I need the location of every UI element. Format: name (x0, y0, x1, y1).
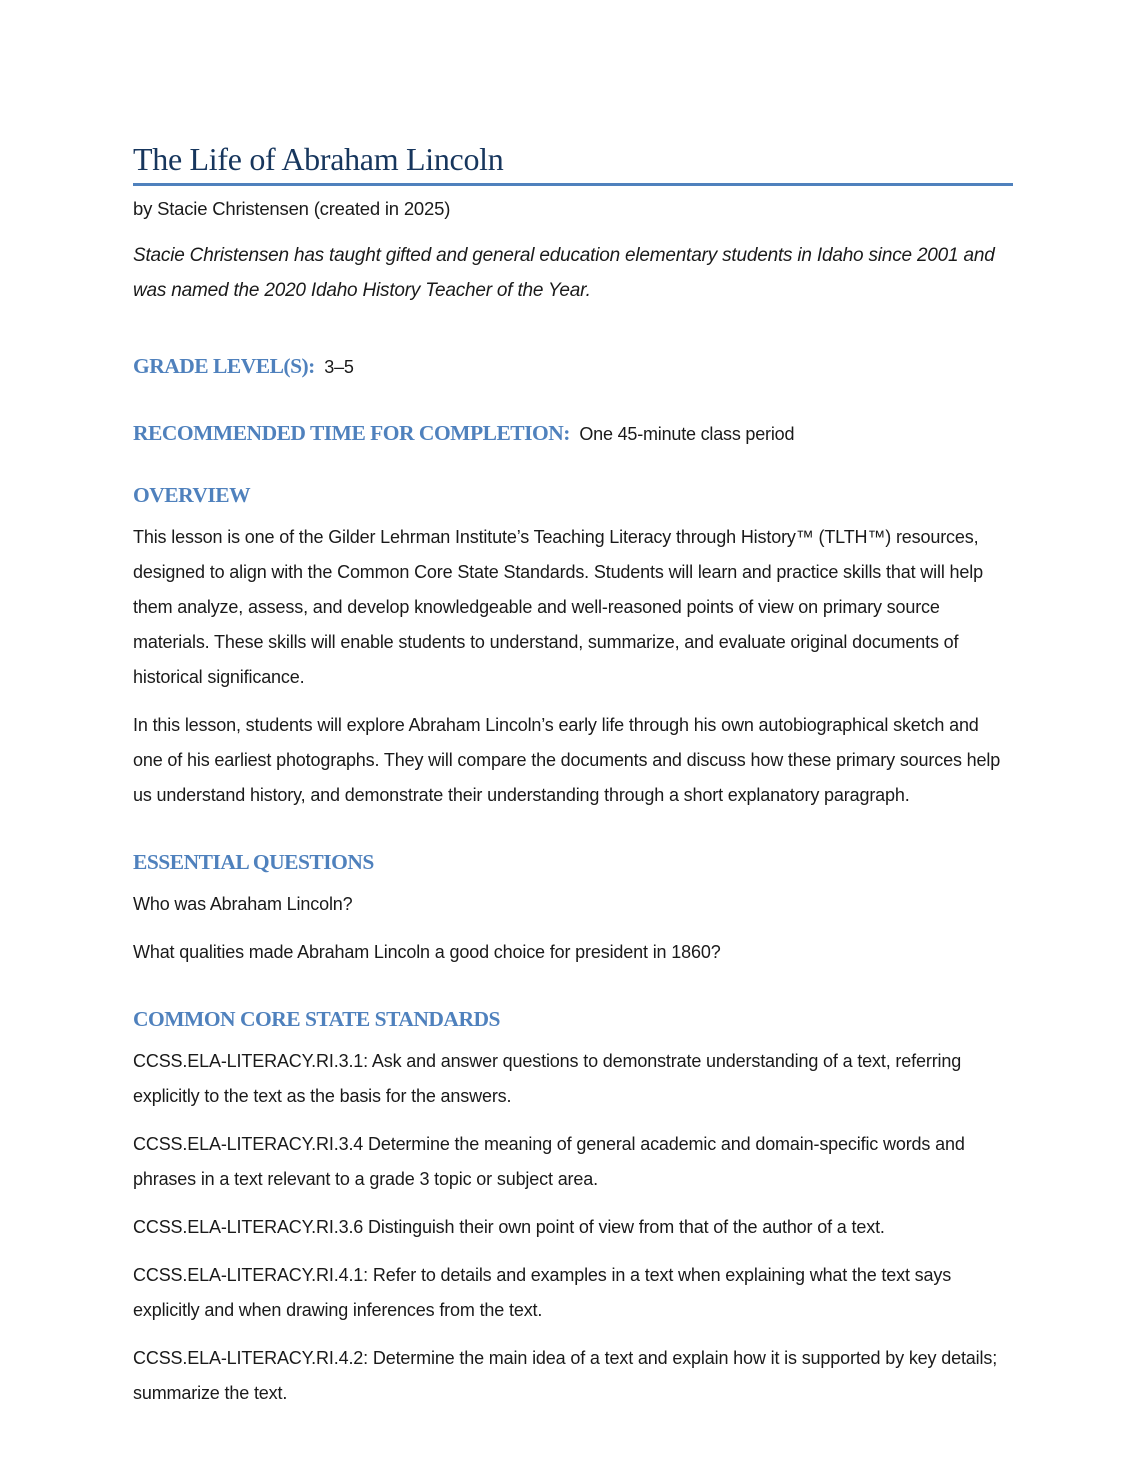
byline: by Stacie Christensen (created in 2025) (133, 198, 451, 219)
section-heading-common-core-standards: COMMON CORE STATE STANDARDS (133, 1007, 500, 1031)
essential-question: What qualities made Abraham Lincoln a good choice for president in 1860? (133, 942, 721, 962)
section-heading-essential-questions: ESSENTIAL QUESTIONS (133, 850, 374, 874)
section-essential-questions (133, 849, 1013, 970)
page-title: The Life of Abraham Lincoln (133, 141, 1013, 186)
standard-item: CCSS.ELA-LITERACY.RI.3.1: Ask and answer questions to demonstrate understanding of a text, referring explicitly to the text as the basis for the answers. (133, 1051, 962, 1106)
author-bio: Stacie Christensen has taught gifted and general education elementary students in Idaho since 2001 and was named the 2020 Idaho History Teacher of the Year. (133, 245, 995, 301)
recommended-time-label: RECOMMENDED TIME FOR COMPLETION: (133, 421, 570, 445)
overview-paragraph: In this lesson, students will explore Abraham Lincoln’s early life through his own autobiographical sketch and one of his earliest photographs. They will compare the documents and discuss how these primary sources help us understand history, and demonstrate their understanding through a short explanatory paragraph. (133, 715, 1001, 805)
recommended-time-value: One 45-minute class period (579, 424, 795, 444)
standard-item: CCSS.ELA-LITERACY.RI.4.2: Determine the main idea of a text and explain how it is supported by key details; summarize the text. (133, 1348, 998, 1403)
standard-item: CCSS.ELA-LITERACY.RI.3.6 Distinguish their own point of view from that of the author of a text. (133, 1217, 885, 1237)
overview-paragraph: This lesson is one of the Gilder Lehrman Institute’s Teaching Literacy through History™ (TLTH™) resources, designed to align with the Common Core State Standards. Students will learn and practice skills that will help them analyze, assess, and develop knowledgeable and well-reasoned points of view on primary source materials. These skills will enable students to understand, summarize, and evaluate original documents of historical significance. (133, 527, 983, 687)
section-common-core-standards (133, 1006, 1013, 1411)
grade-level-field (133, 354, 1013, 379)
grade-level-value: 3–5 (324, 357, 354, 377)
recommended-time-field (133, 421, 1013, 446)
essential-question: Who was Abraham Lincoln? (133, 894, 353, 914)
section-heading-overview: OVERVIEW (133, 483, 251, 507)
standard-item: CCSS.ELA-LITERACY.RI.3.4 Determine the meaning of general academic and domain-specific words and phrases in a text relevant to a grade 3 topic or subject area. (133, 1134, 965, 1189)
standard-item: CCSS.ELA-LITERACY.RI.4.1: Refer to details and examples in a text when explaining what the text says explicitly and when drawing inferences from the text. (133, 1265, 952, 1320)
grade-level-label: GRADE LEVEL(S): (133, 354, 315, 378)
section-overview (133, 482, 1013, 813)
